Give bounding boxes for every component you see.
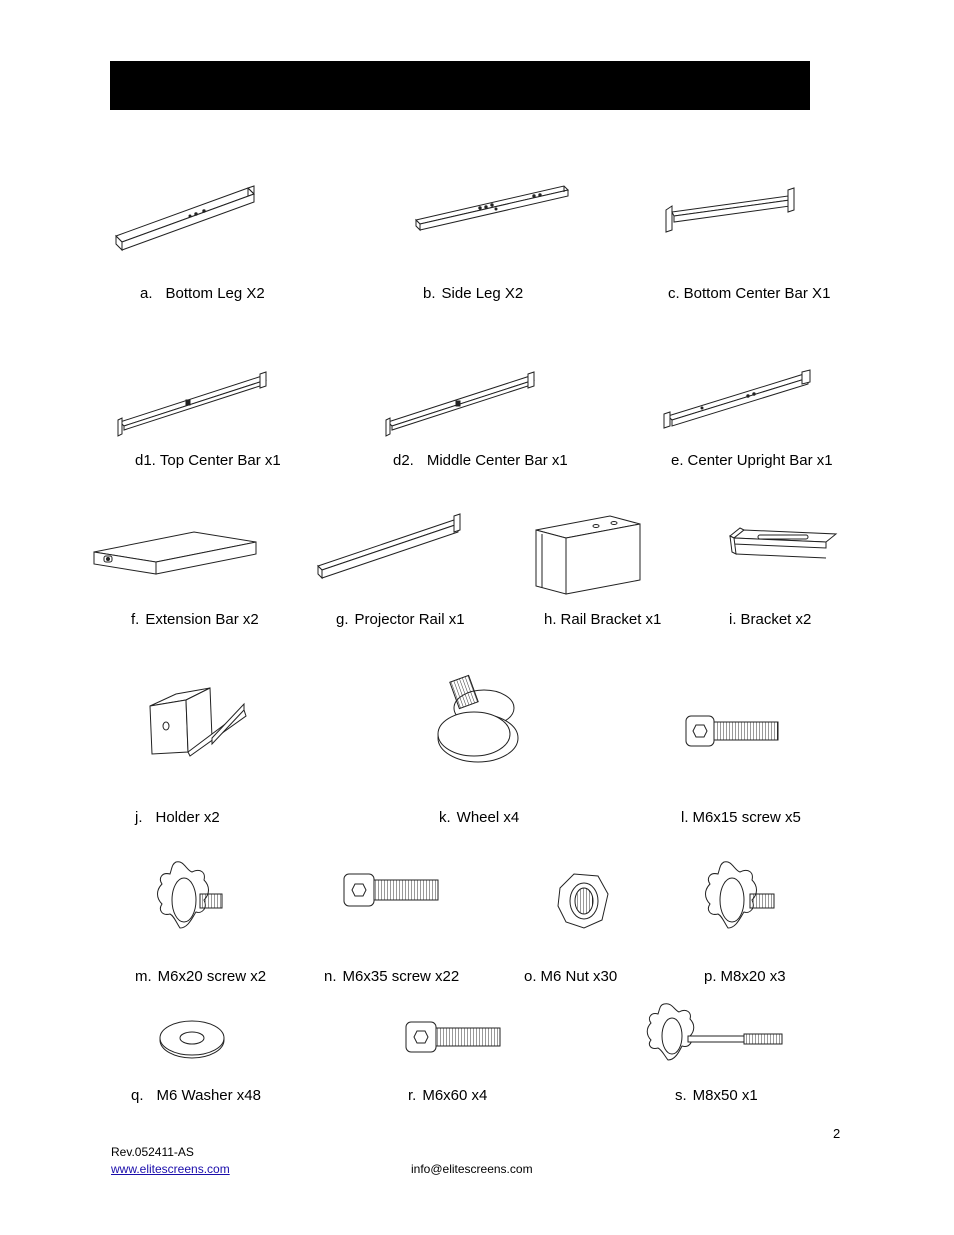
part-label-c: c. Bottom Center Bar X1 bbox=[668, 285, 831, 302]
part-label-r: r. M6x60 x4 bbox=[408, 1087, 488, 1104]
page-number: 2 bbox=[833, 1126, 841, 1141]
part-label-n: n. M6x35 screw x22 bbox=[324, 968, 460, 985]
part-label-h: h. Rail Bracket x1 bbox=[544, 611, 662, 628]
part-label-j: j. Holder x2 bbox=[135, 809, 220, 826]
holder-icon bbox=[146, 686, 248, 756]
m6-nut-icon bbox=[556, 870, 612, 932]
part-label-d1: d1. Top Center Bar x1 bbox=[135, 452, 281, 469]
part-label-o: o. M6 Nut x30 bbox=[524, 968, 618, 985]
m6x15-screw-icon bbox=[684, 714, 782, 748]
part-label-b: b. Side Leg X2 bbox=[423, 285, 524, 302]
part-label-d2: d2. Middle Center Bar x1 bbox=[393, 452, 568, 469]
bracket-icon bbox=[726, 524, 842, 564]
part-label-l: l. M6x15 screw x5 bbox=[681, 809, 801, 826]
extension-bar-icon bbox=[90, 528, 260, 578]
website-link[interactable]: www.elitescreens.com bbox=[111, 1162, 230, 1176]
m6x60-screw-icon bbox=[404, 1020, 504, 1054]
part-label-m: m. M6x20 screw x2 bbox=[135, 968, 267, 985]
side-leg-icon bbox=[412, 180, 572, 232]
header-bar bbox=[110, 61, 810, 110]
part-label-p: p. M8x20 x3 bbox=[704, 968, 786, 985]
part-label-i: i. Bracket x2 bbox=[729, 611, 812, 628]
part-label-q: q. M6 Washer x48 bbox=[131, 1087, 261, 1104]
part-label-e: e. Center Upright Bar x1 bbox=[671, 452, 833, 469]
revision-code: Rev.052411-AS bbox=[111, 1145, 194, 1159]
wheel-icon bbox=[434, 674, 520, 764]
bottom-leg-icon bbox=[112, 184, 258, 254]
part-label-f: f. Extension Bar x2 bbox=[131, 611, 259, 628]
m8x20-knob-screw-icon bbox=[702, 858, 778, 944]
m6x20-knob-screw-icon bbox=[154, 858, 226, 944]
contact-email: info@elitescreens.com bbox=[411, 1162, 533, 1176]
projector-rail-icon bbox=[314, 514, 464, 580]
part-label-a: a. Bottom Leg X2 bbox=[140, 285, 265, 302]
center-upright-bar-icon bbox=[662, 370, 814, 430]
part-label-s: s. M8x50 x1 bbox=[675, 1087, 758, 1104]
m8x50-knob-screw-icon bbox=[644, 1000, 786, 1072]
rail-bracket-icon bbox=[532, 512, 644, 596]
bottom-center-bar-icon bbox=[664, 186, 798, 236]
middle-center-bar-icon bbox=[384, 370, 540, 436]
top-center-bar-icon bbox=[116, 370, 272, 436]
m6-washer-icon bbox=[158, 1018, 228, 1060]
part-label-k: k. Wheel x4 bbox=[439, 809, 520, 826]
m6x35-screw-icon bbox=[342, 872, 442, 908]
part-label-g: g. Projector Rail x1 bbox=[336, 611, 465, 628]
